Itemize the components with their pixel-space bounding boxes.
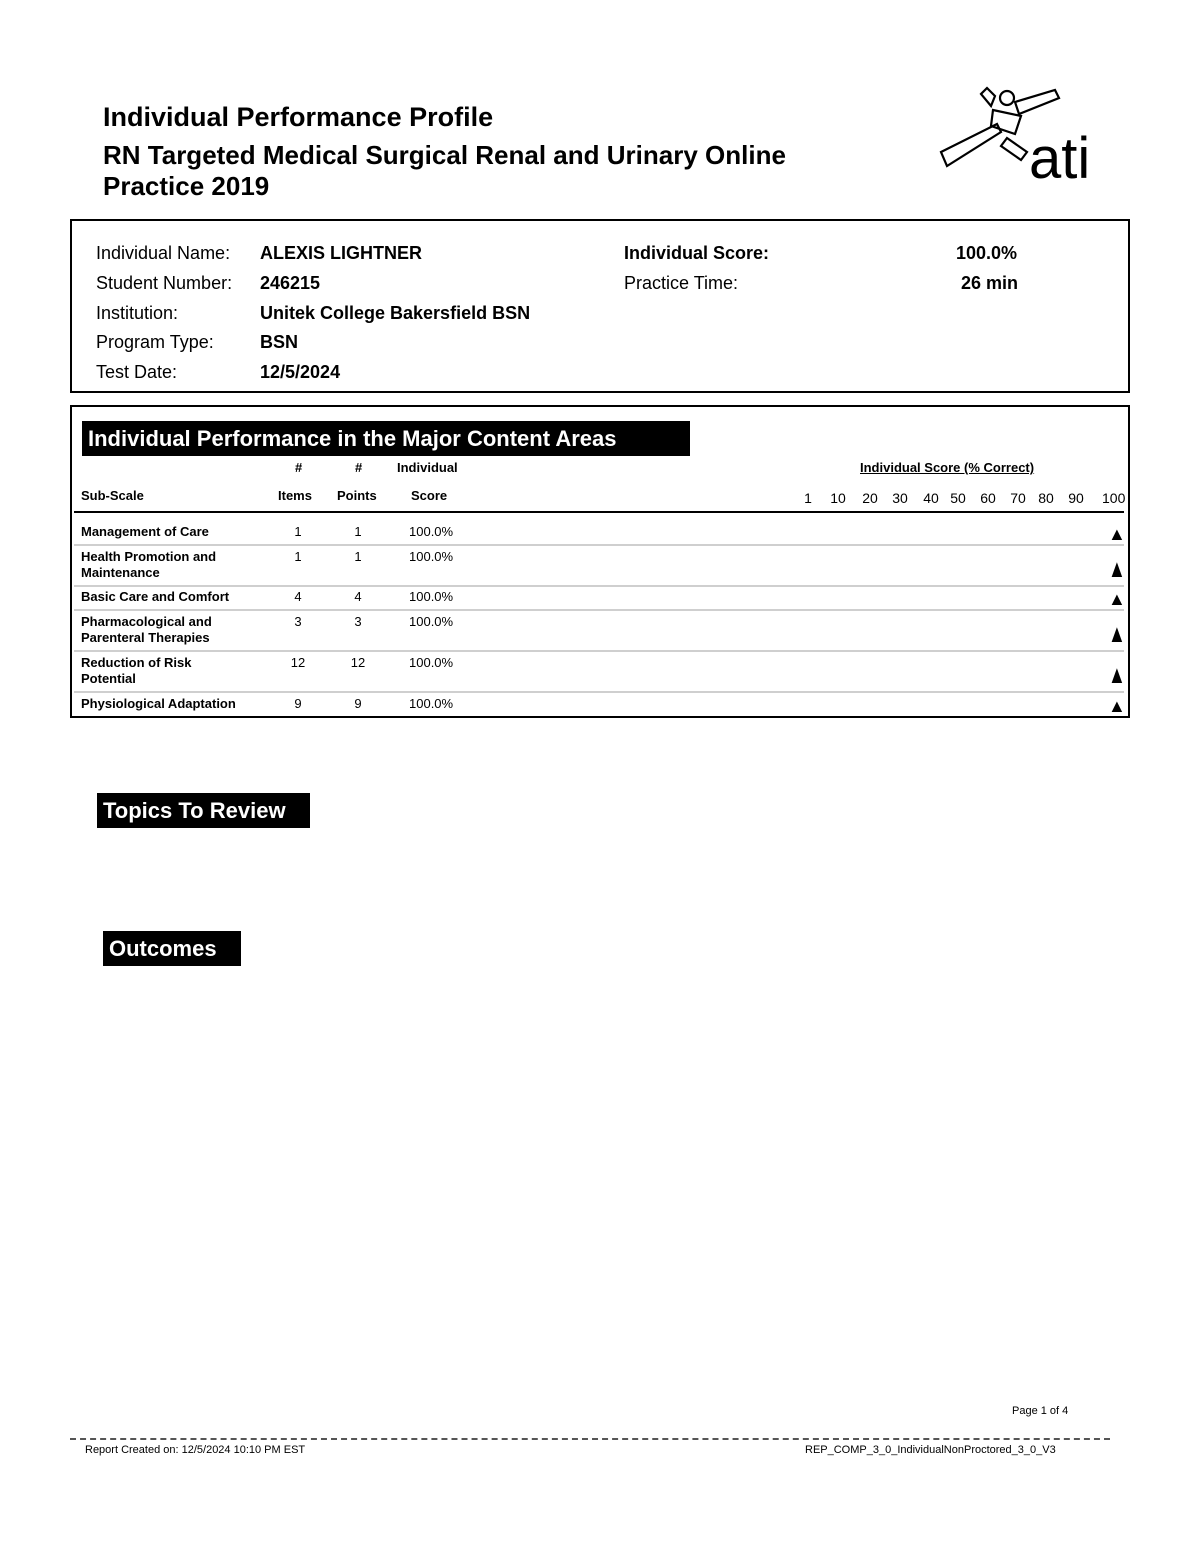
- footer-divider: [70, 1438, 1110, 1440]
- scale-tick: 90: [1068, 490, 1084, 506]
- program-type-label: Program Type:: [96, 332, 214, 352]
- test-date-label: Test Date:: [96, 362, 178, 382]
- page-number: Page 1 of 4: [1012, 1405, 1069, 1417]
- score-value: 100.0%: [409, 524, 454, 539]
- points-count: 3: [354, 614, 362, 629]
- score-header: Score: [411, 488, 448, 503]
- score-value: 100.0%: [409, 614, 454, 629]
- row-divider: [74, 585, 1124, 587]
- score-value: 100.0%: [409, 696, 454, 711]
- points-header: Points: [337, 488, 377, 503]
- institution-value: Unitek College Bakersfield BSN: [260, 303, 531, 323]
- report-created: Report Created on: 12/5/2024 10:10 PM EST: [85, 1444, 306, 1456]
- performance-section-title: Individual Performance in the Major Content Areas: [82, 421, 690, 456]
- scale-tick: 80: [1038, 490, 1054, 506]
- subscale-name: Pharmacological and: [81, 614, 212, 629]
- ati-logo: [935, 86, 1105, 186]
- program-type-value: BSN: [260, 332, 299, 352]
- points-count: 12: [350, 655, 366, 670]
- scale-tick: 1: [804, 490, 812, 506]
- subscale-name: Management of Care: [81, 524, 209, 539]
- subscale-name: Reduction of Risk: [81, 655, 192, 670]
- points-count: 1: [354, 524, 362, 539]
- scale-tick: 40: [923, 490, 939, 506]
- items-header-top: #: [295, 460, 303, 475]
- report-code: REP_COMP_3_0_IndividualNonProctored_3_0_V3: [805, 1444, 1056, 1456]
- subscale-name: Health Promotion and: [81, 549, 217, 564]
- points-header-top: #: [355, 460, 363, 475]
- points-count: 4: [354, 589, 362, 604]
- topics-to-review-title: Topics To Review: [97, 793, 310, 828]
- score-marker-icon: ▲: [1108, 696, 1126, 716]
- subscale-name-cont: Maintenance: [81, 565, 160, 580]
- practice-time-value: 26 min: [961, 273, 1019, 293]
- score-value: 100.0%: [409, 549, 454, 564]
- score-header-top: Individual: [397, 460, 458, 475]
- outcomes-title: Outcomes: [103, 931, 241, 966]
- scale-tick: 100: [1102, 490, 1126, 506]
- scale-tick: 10: [830, 490, 846, 506]
- student-number-value: 246215: [260, 273, 321, 293]
- score-marker-icon: ▲: [1108, 524, 1126, 544]
- items-header: Items: [278, 488, 312, 503]
- row-divider: [74, 650, 1124, 652]
- header-rule: [74, 511, 1124, 513]
- subscale-name-cont: Parenteral Therapies: [81, 630, 210, 645]
- individual-score-label: Individual Score:: [624, 243, 770, 263]
- points-count: 9: [354, 696, 362, 711]
- row-divider: [74, 544, 1124, 546]
- test-date-value: 12/5/2024: [260, 362, 341, 382]
- scale-tick: 30: [892, 490, 908, 506]
- scale-title: Individual Score (% Correct): [860, 460, 1035, 475]
- page-title: Individual Performance Profile: [103, 102, 494, 132]
- score-value: 100.0%: [409, 589, 454, 604]
- items-count: 9: [294, 696, 302, 711]
- points-count: 1: [354, 549, 362, 564]
- score-value: 100.0%: [409, 655, 454, 670]
- practice-time-label: Practice Time:: [624, 273, 739, 293]
- logo-text: ati: [1029, 126, 1091, 186]
- row-divider: [74, 609, 1124, 611]
- name-label: Individual Name:: [96, 243, 231, 263]
- score-marker-icon: ▲: [1108, 619, 1126, 648]
- scale-tick: 20: [862, 490, 878, 506]
- items-count: 4: [294, 589, 302, 604]
- subscale-header: Sub-Scale: [81, 488, 144, 503]
- score-marker-icon: ▲: [1108, 589, 1126, 609]
- items-count: 1: [294, 524, 302, 539]
- items-count: 3: [294, 614, 302, 629]
- subscale-name: Basic Care and Comfort: [81, 589, 230, 604]
- subscale-name-cont: Potential: [81, 671, 136, 686]
- institution-label: Institution:: [96, 303, 179, 323]
- test-title: RN Targeted Medical Surgical Renal and Urinary Online Practice 2019: [103, 140, 786, 201]
- subscale-name: Physiological Adaptation: [81, 696, 236, 711]
- scale-tick: 60: [980, 490, 996, 506]
- score-marker-icon: ▲: [1108, 660, 1126, 689]
- items-count: 12: [290, 655, 306, 670]
- score-marker-icon: ▲: [1108, 554, 1126, 583]
- row-divider: [74, 691, 1124, 693]
- individual-score-value: 100.0%: [956, 243, 1018, 263]
- items-count: 1: [294, 549, 302, 564]
- student-number-label: Student Number:: [96, 273, 233, 293]
- scale-tick: 70: [1010, 490, 1026, 506]
- name-value: ALEXIS LIGHTNER: [260, 243, 423, 263]
- scale-tick: 50: [950, 490, 966, 506]
